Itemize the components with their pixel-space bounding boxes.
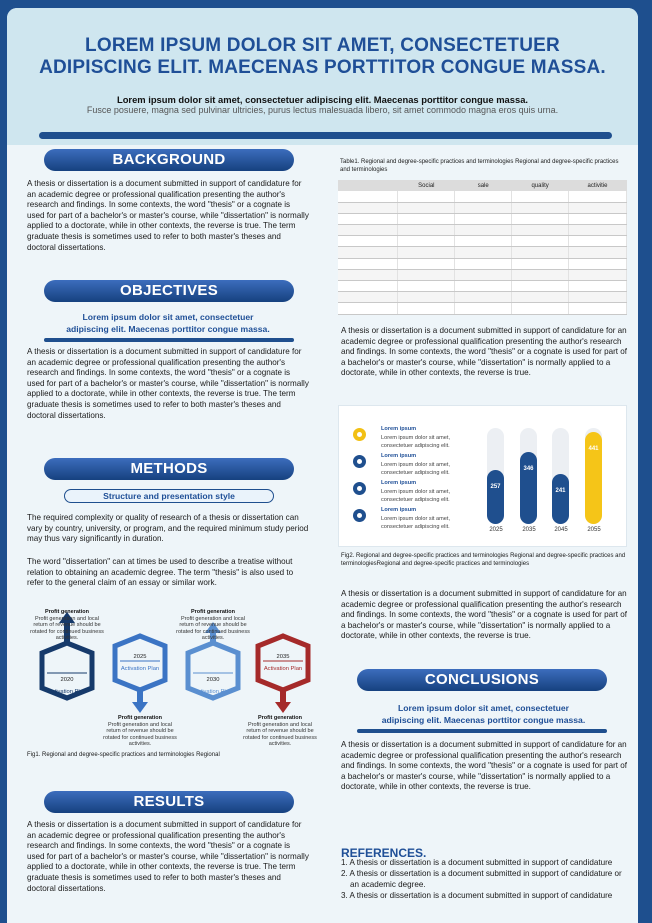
diagram-plan-2030: Activation Plan — [193, 689, 233, 695]
table-cell — [569, 236, 627, 247]
table-cell — [398, 225, 455, 236]
table-header-cell — [338, 180, 398, 191]
bar — [520, 452, 537, 524]
methods-diagram — [25, 598, 315, 748]
table-row — [338, 303, 627, 314]
table-cell — [512, 191, 569, 202]
table-cell — [569, 225, 627, 236]
legend-title: Lorem ipsum — [381, 507, 417, 513]
diagram-label-text: Profit generation and local return of revenue should be rotated for continued business activities. — [176, 615, 250, 641]
bar — [487, 470, 504, 524]
table-cell — [569, 191, 627, 202]
methods-text-2: The word "dissertation" can at times be used to describe a treatise without relation to obtaining an academic degree. The term "thesis" is also used to refer to the general claim of an essay or similar work. — [27, 557, 294, 588]
legend-icon — [353, 509, 366, 522]
table-cell — [338, 281, 398, 292]
methods-heading: METHODS — [44, 458, 294, 480]
table-cell — [455, 281, 512, 292]
table-cell — [512, 269, 569, 280]
table-cell — [338, 225, 398, 236]
fig1-caption: Fig1. Regional and degree-specific practices and terminologies Regional — [27, 752, 220, 758]
table-cell — [455, 269, 512, 280]
table-cell — [398, 303, 455, 314]
table-cell — [569, 247, 627, 258]
table-cell — [455, 202, 512, 213]
table-cell — [338, 213, 398, 224]
table-cell — [455, 258, 512, 269]
bar — [552, 474, 569, 524]
diagram-plan-2025: Activation Plan — [120, 666, 160, 672]
table-cell — [398, 292, 455, 303]
diagram-label-2035 — [243, 715, 317, 748]
table-cell — [398, 236, 455, 247]
legend-icon — [353, 482, 366, 495]
legend-text: Lorem ipsum dolor sit amet, consectetuer adipiscing elit. — [381, 489, 451, 503]
diagram-label-2020 — [30, 609, 104, 642]
table-cell — [398, 247, 455, 258]
objectives-highlight — [27, 311, 309, 335]
table-caption: Table1. Regional and degree-specific practices and terminologies Regional and degree-specific practices and terminologies — [340, 159, 619, 173]
table-cell — [569, 281, 627, 292]
bar-value-label: 441 — [588, 446, 599, 453]
table-cell — [512, 258, 569, 269]
table-cell — [338, 191, 398, 202]
table-row — [338, 202, 627, 213]
table-header-cell: quality — [512, 180, 569, 191]
diagram-plan-2035: Activation Plan — [263, 666, 303, 672]
table-header-row — [338, 180, 627, 191]
background-heading: BACKGROUND — [44, 149, 294, 171]
fig2-caption: Fig2. Regional and degree-specific practices and terminologies Regional and degree-specific practices and terminologiesRegional and degree-specific practices and terminologies — [341, 553, 626, 567]
bar-value-label: 257 — [490, 484, 501, 491]
table-cell — [398, 258, 455, 269]
results-text: A thesis or dissertation is a document submitted in support of candidature for an academic degree or professional qualification presenting the author's research and findings. In some contexts, the word "thesis" or a cognate is used for part of a bachelor's or master's course, while "dissertation" is normally applied to a doctorate, while in other contexts, the reverse is true. The term graduate thesis is sometimes used to refer to both master's theses and doctoral dissertations. — [27, 820, 309, 893]
diagram-year-2035: 2035 — [276, 654, 290, 660]
x-tick-label: 2035 — [522, 527, 536, 533]
header-divider — [39, 132, 612, 139]
table-row — [338, 236, 627, 247]
right-text-2: A thesis or dissertation is a document submitted in support of candidature for an academic degree or professional qualification presenting the author's research and findings. In some contexts, the word "thesis" or a cognate is used for part of a bachelor's or master's course, while "dissertation" is normally applied to a doctorate, while in other contexts, the reverse is true. — [341, 589, 628, 641]
poster-header — [7, 8, 638, 145]
table-cell — [455, 213, 512, 224]
table-cell — [338, 269, 398, 280]
table-cell — [512, 202, 569, 213]
table-cell — [455, 225, 512, 236]
objectives-heading: OBJECTIVES — [44, 280, 294, 302]
title-line-1: LOREM IPSUM DOLOR SIT AMET, CONSECTETUER — [85, 35, 560, 56]
table-cell — [512, 303, 569, 314]
table-cell — [512, 236, 569, 247]
table-cell — [398, 213, 455, 224]
poster — [7, 8, 638, 923]
legend-text: Lorem ipsum dolor sit amet, consectetuer adipiscing elit. — [381, 435, 451, 449]
x-tick-label: 2025 — [489, 527, 503, 533]
poster-title — [27, 35, 618, 79]
diagram-label-title: Profit generation — [44, 609, 89, 615]
bar-value-label: 346 — [523, 465, 534, 472]
table-cell — [398, 202, 455, 213]
table-cell — [338, 247, 398, 258]
data-table — [338, 180, 627, 315]
reference-item-2: 2. A thesis or dissertation is a document submitted in support of candidature or an academic degree. — [341, 869, 622, 889]
table-cell — [398, 269, 455, 280]
table-cell — [569, 258, 627, 269]
table-cell — [455, 303, 512, 314]
table-row — [338, 281, 627, 292]
reference-item-3: 3. A thesis or dissertation is a document submitted in support of candidature — [341, 891, 613, 900]
table-cell — [398, 191, 455, 202]
legend-text: Lorem ipsum dolor sit amet, consectetuer adipiscing elit. — [381, 462, 451, 476]
title-line-2: ADIPISCING ELIT. MAECENAS PORTTITOR CONGUE MASSA. — [39, 57, 606, 78]
x-tick-label: 2055 — [587, 527, 601, 533]
table-header-cell: activitie — [569, 180, 627, 191]
table-row — [338, 225, 627, 236]
table-row — [338, 213, 627, 224]
table-cell — [455, 236, 512, 247]
table-row — [338, 292, 627, 303]
bar-value-label: 241 — [555, 487, 566, 494]
diagram-label-text: Profit generation and local return of revenue should be rotated for continued business activities. — [30, 615, 104, 641]
diagram-hex-2035 — [258, 636, 308, 713]
diagram-year-2030: 2030 — [206, 677, 220, 683]
diagram-plan-2020: Activation Plan — [47, 689, 87, 695]
table-row — [338, 269, 627, 280]
objectives-text: A thesis or dissertation is a document submitted in support of candidature for an academic degree or professional qualification presenting the author's research and findings. In some contexts, the word "thesis" or a cognate is used for part of a bachelor's or master's course, while "dissertation" is normally applied to a doctorate, while in other contexts, the reverse is true. The term graduate thesis is sometimes used to refer to both master's theses and doctoral dissertations. — [27, 347, 309, 420]
table-cell — [569, 303, 627, 314]
background-text: A thesis or dissertation is a document submitted in support of candidature for an academic degree or professional qualification presenting the author's research and findings. In some contexts, the word "thesis" or a cognate is used for part of a bachelor's or master's course, while "dissertation" is normally applied to a doctorate, while in other contexts, the reverse is true. The term graduate thesis is sometimes used to refer to both master's theses and doctoral dissertations. — [27, 179, 309, 252]
table-cell — [398, 281, 455, 292]
diagram-label-title: Profit generation — [190, 609, 235, 615]
table-cell — [512, 292, 569, 303]
objectives-highlight-line-2: adipiscing elit. Maecenas porttitor congue massa. — [66, 324, 270, 334]
table-header-cell: sale — [455, 180, 512, 191]
legend-icon — [353, 428, 366, 441]
conclusions-highlight-line-1: Lorem ipsum dolor sit amet, consectetuer — [398, 703, 569, 713]
diagram-year-2020: 2020 — [60, 677, 74, 683]
diagram-label-title: Profit generation — [257, 715, 302, 721]
x-tick-label: 2045 — [554, 527, 568, 533]
conclusions-heading: CONCLUSIONS — [357, 669, 607, 691]
table-cell — [569, 269, 627, 280]
objectives-highlight-line-1: Lorem ipsum dolor sit amet, consectetuer — [82, 312, 254, 322]
diagram-label-2030 — [176, 609, 250, 642]
table-row — [338, 191, 627, 202]
table-cell — [338, 303, 398, 314]
fig2-chart — [338, 405, 627, 547]
table-cell — [455, 191, 512, 202]
table-cell — [512, 281, 569, 292]
diagram-hex-2025 — [115, 636, 165, 713]
references-heading: REFERENCES. — [341, 846, 427, 860]
table-body — [338, 191, 627, 314]
diagram-label-title: Profit generation — [117, 715, 162, 721]
conclusions-highlight-line-2: adipiscing elit. Maecenas porttitor congue massa. — [381, 715, 586, 725]
table-cell — [512, 225, 569, 236]
legend-icon — [353, 455, 366, 468]
diagram-label-2025 — [103, 715, 177, 748]
table-row — [338, 247, 627, 258]
table-cell — [338, 258, 398, 269]
table-row — [338, 258, 627, 269]
subtitle-secondary: Fusce posuere, magna sed pulvinar ultricies, purus lectus malesuada libero, sit amet commodo magna eros quis urna. — [86, 105, 559, 115]
right-text-1: A thesis or dissertation is a document submitted in support of candidature for an academic degree or professional qualification presenting the author's research and findings. In some contexts, the word "thesis" or a cognate is used for part of a bachelor's or master's course, while "dissertation" is normally applied to a doctorate, while in other contexts, the reverse is true. — [341, 326, 628, 378]
table-cell — [569, 202, 627, 213]
subtitle: Lorem ipsum dolor sit amet, consectetuer adipiscing elit. Maecenas porttitor congue massa. — [116, 94, 529, 105]
conclusions-text: A thesis or dissertation is a document submitted in support of candidature for an academic degree or professional qualification presenting the author's research and findings. In some contexts, the word "thesis" or a cognate is used for part of a bachelor's or master's course, while "dissertation" is normally applied to a doctorate, while in other contexts, the reverse is true. — [341, 740, 628, 792]
objectives-underline — [44, 338, 294, 342]
reference-item-1: 1. A thesis or dissertation is a document submitted in support of candidature — [341, 858, 613, 867]
methods-text-1: The required complexity or quality of research of a thesis or dissertation can vary by country, university, or program, and the required minimum study period may thus vary significantly in duration. — [27, 513, 309, 544]
table-cell — [455, 247, 512, 258]
diagram-label-text: Profit generation and local return of revenue should be rotated for continued business activities. — [243, 721, 317, 747]
diagram-label-text: Profit generation and local return of revenue should be rotated for continued business activities. — [103, 721, 177, 747]
table-cell — [569, 292, 627, 303]
conclusions-highlight — [341, 702, 626, 726]
table-cell — [338, 202, 398, 213]
legend-title: Lorem ipsum — [381, 453, 417, 459]
table-cell — [512, 247, 569, 258]
table-cell — [512, 213, 569, 224]
table-cell — [569, 213, 627, 224]
conclusions-underline — [357, 729, 607, 733]
table-cell — [338, 292, 398, 303]
table-cell — [338, 236, 398, 247]
legend-title: Lorem ipsum — [381, 426, 417, 432]
legend-title: Lorem ipsum — [381, 480, 417, 486]
results-heading: RESULTS — [44, 791, 294, 813]
legend-text: Lorem ipsum dolor sit amet, consectetuer adipiscing elit. — [381, 516, 451, 530]
table-cell — [455, 292, 512, 303]
table-header-cell: Social — [398, 180, 455, 191]
diagram-year-2025: 2025 — [133, 654, 147, 660]
methods-pill: Structure and presentation style — [64, 489, 274, 503]
